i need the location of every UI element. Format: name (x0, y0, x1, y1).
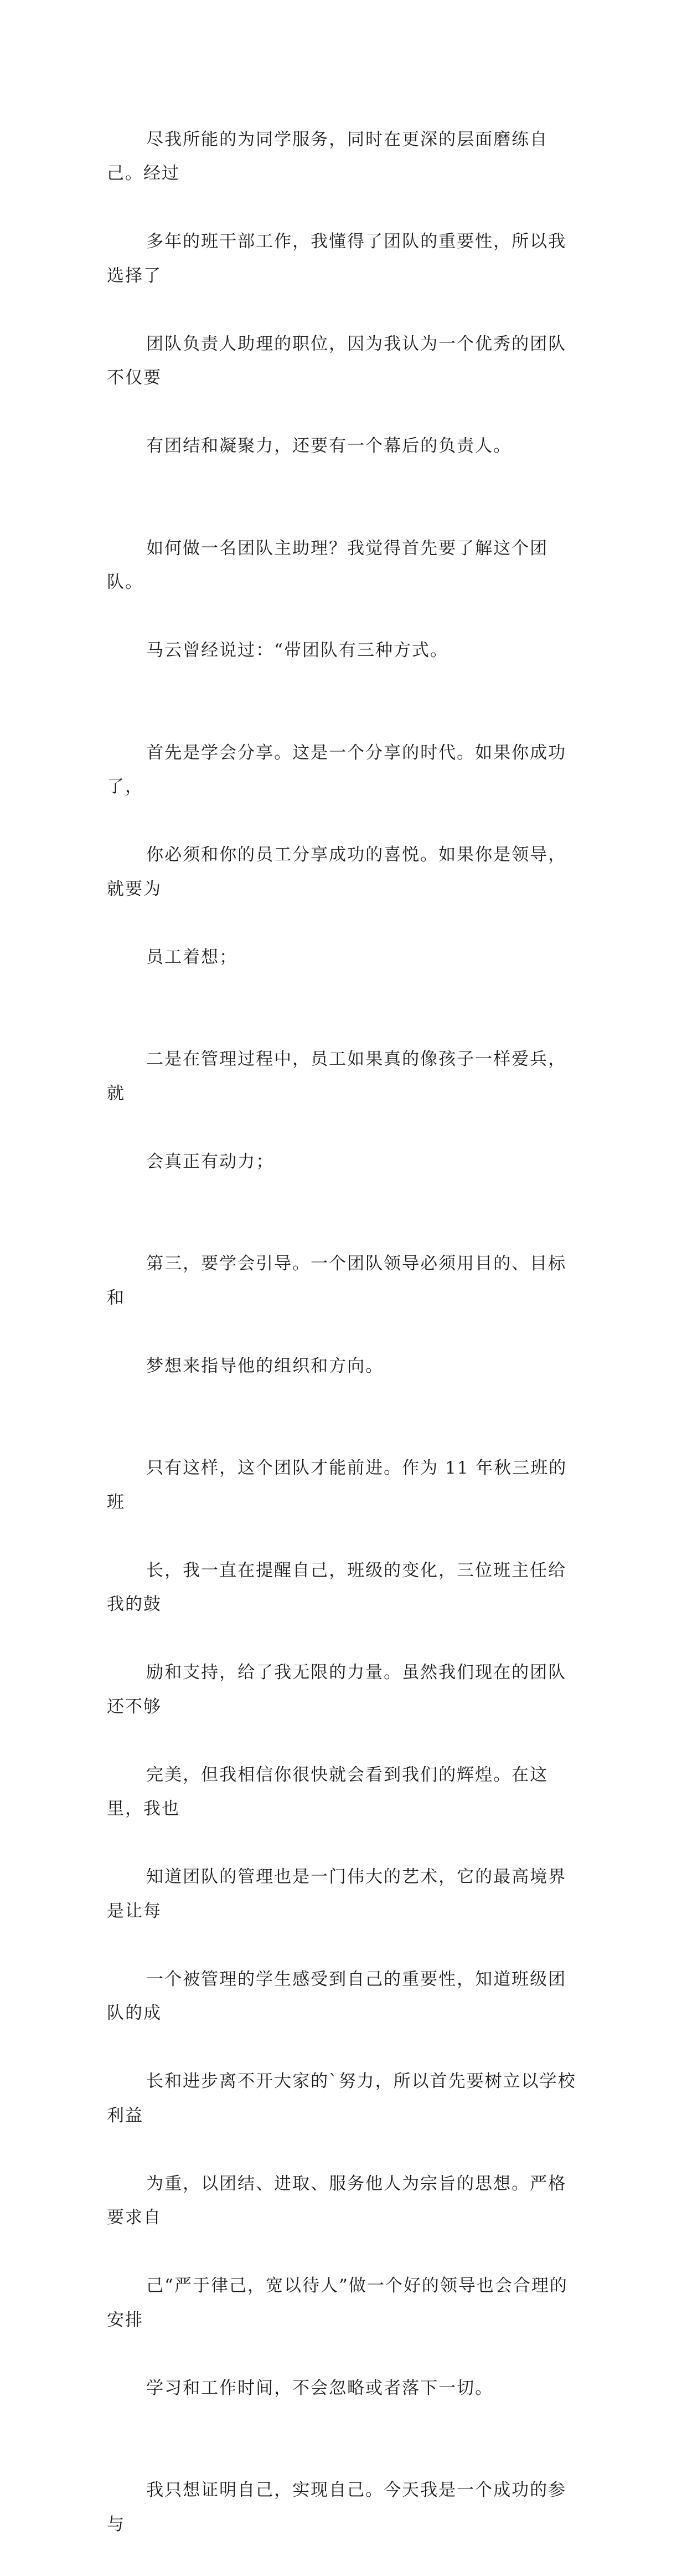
text-line: 第三，要学会引导。一个团队领导必须用目的、目标和 (107, 1254, 567, 1308)
text-line: 我只想证明自己，实现自己。今天我是一个成功的参与 (107, 2480, 567, 2534)
text-line: 有团结和凝聚力，还要有一个幕后的负责人。 (146, 436, 512, 456)
text-line: 完美，但我相信你很快就会看到我们的辉煌。在这里，我也 (107, 1764, 549, 1819)
document-body (107, 89, 583, 2576)
text-line: 励和支持，给了我无限的力量。虽然我们现在的团队还不够 (107, 1662, 567, 1717)
text-line: 为重，以团结、进取、服务他人为宗旨的思想。严格要求自 (107, 2173, 567, 2228)
text-line: 己“严于律己，宽以待人”做一个好的领导也会合理的安排 (107, 2276, 568, 2330)
text-line: 如何做一名团队主助理？我觉得首先要了解这个团队。 (107, 538, 549, 592)
text-line: 尽我所能的为同学服务，同时在更深的层面磨练自己。经过 (107, 129, 549, 183)
text-line: 一个被管理的学生感受到自己的重要性，知道班级团队的成 (107, 1969, 567, 2023)
paragraph-4 (107, 1009, 583, 1213)
text-line: 团队负责人助理的职位，因为我认为一个优秀的团队不仅要 (107, 333, 567, 388)
text-line: 首先是学会分享。这是一个分享的时代。如果你成功了， (107, 742, 567, 797)
paragraph-2 (107, 497, 583, 702)
text-line: 会真正有动力； (146, 1151, 275, 1172)
text-line: 长，我一直在提醒自己，班级的变化，三位班主任给我的鼓 (107, 1560, 567, 1614)
paragraph-6 (107, 1418, 583, 2440)
paragraph-3 (107, 702, 583, 1009)
paragraph-7 (107, 2440, 583, 2576)
text-line: 马云曾经说过：“带团队有三种方式。 (146, 640, 448, 660)
text-line: 你必须和你的员工分享成功的喜悦。如果你是领导，就要为 (107, 845, 567, 899)
text-line: 员工着想； (146, 947, 238, 967)
text-line: 学习和工作时间，不会忽略或者落下一切。 (146, 2378, 494, 2398)
paragraph-5 (107, 1213, 583, 1418)
text-line: 长和进步离不开大家的`努力，所以首先要树立以学校利益 (107, 2071, 576, 2126)
text-line: 梦想来指导他的组织和方向。 (146, 1356, 384, 1376)
text-line: 二是在管理过程中，员工如果真的像孩子一样爱兵，就 (107, 1049, 567, 1104)
text-line: 只有这样，这个团队才能前进。作为 11 年秋三班的班 (107, 1458, 567, 1512)
text-line: 多年的班干部工作，我懂得了团队的重要性，所以我选择了 (107, 232, 567, 286)
text-line: 知道团队的管理也是一门伟大的艺术，它的最高境界是让每 (107, 1867, 567, 1921)
paragraph-1 (107, 89, 583, 497)
